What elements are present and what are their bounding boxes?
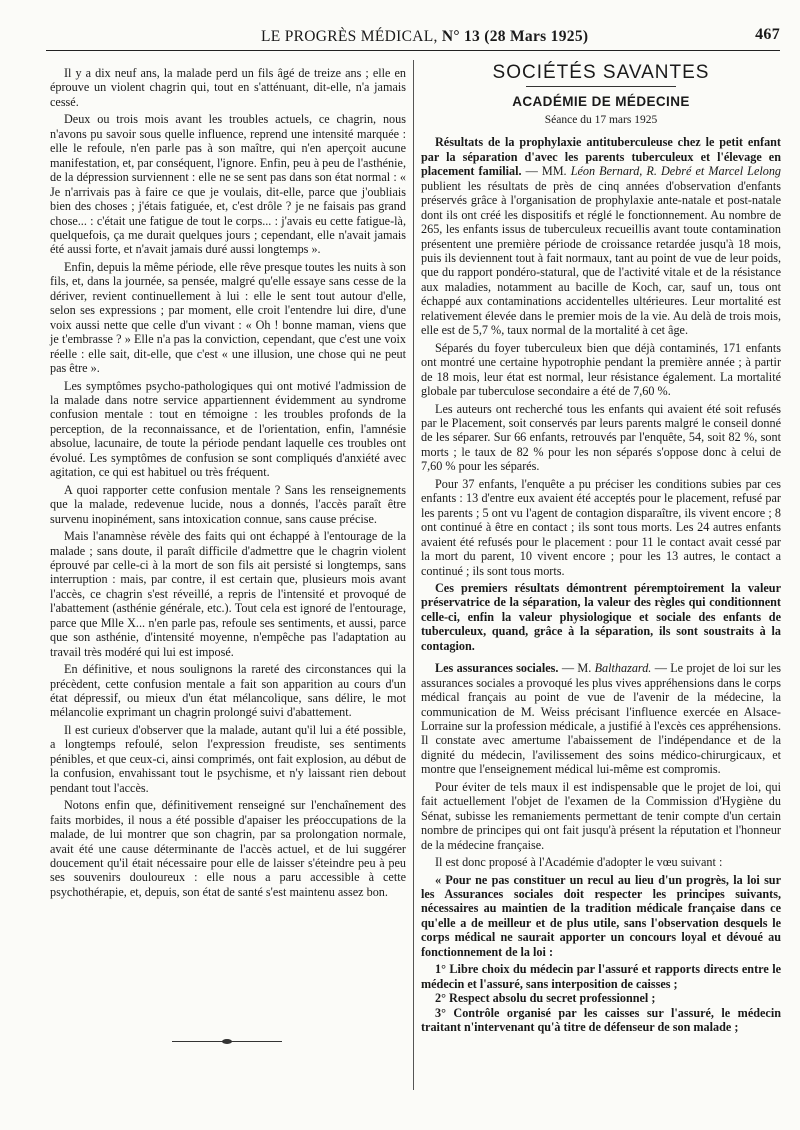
paragraph: Mais l'anamnèse révèle des faits qui ont échappé à l'entourage de la malade ; sans doute, il paraît difficile d'admettre que le chagrin violent éprouvé par celle-ci à la mort de son fils ait persisté si longtemps, sans interruption : mais, par contre, il est certain que, plusieurs mois avant l'accès, ce chagrin s'est réveillé, a repris de l'intensité et provoqué de l'abattement (asthénie générale, etc.). Tout cela est ignoré de l'entourage, parce que Mlle X... n'en parle pas, refoule ses sentiments, et aussi, parce que son asthénie, d'intensité moyenne, n'empêche pas l'adaptation au travail très modéré qui lui est imposé. xyxy=(50,529,406,659)
article-title: Résultats de la prophylaxie antituberculeuse chez le petit enfant par la séparation d'avec les parents tuberculeux et l'élevage en placement familial. xyxy=(421,135,781,179)
article-lead: Résultats de la prophylaxie antituberculeuse chez le petit enfant par la séparation d'avec les parents tuberculeux et l'élevage en placement familial. — MM. Léon Bernard, R. Debré et Marcel Lelong publient les résultats de près de cinq années d'observation d'enfants préservés grâce à l'organisation de prophylaxie ante-natale et post-natale dont ils ont créé les dispositifs et réglé le fonctionnement. Au nombre de 265, les enfants issus de tuberculeux recueillis avant toute contamination présentent une première période de croissance retardée jusqu'à 18 mois, puis ils deviennent tout à fait normaux, tant au point de vue de leur poids, que du rapport pondéro-statural, que de l'activité vitale et de la résistance aux maladies, notamment au bacille de Koch, car, sauf un, tous ont échappé aux contaminations accidentelles ultérieures. Leur mortalité est relativement élevée dans le premier mois de la vie. Au delà de trois mois, elle est de 5,7 %, taux normal de la mortalité à cet âge. xyxy=(421,135,782,338)
list-item: 1° Libre choix du médecin par l'assuré et rapports directs entre le médecin et l'assuré, sans interposition de caisses ; xyxy=(421,962,781,991)
paragraph: Les symptômes psycho-pathologiques qui ont motivé l'admission de la malade dans notre service appartiennent évidemment au syndrome confusion mentale : tout en témoigne : les troubles profonds de la perception, de la reconnaissance, et de l'orientation, enfin, l'amnésie absolue, lacunaire, de toute la période pendant laquelle ces troubles ont évolué. Les symptômes de confusion se sont compliqués d'anxiété avec agitation, ce qui est habituel ou très fréquent. xyxy=(50,378,406,480)
paragraph: Deux ou trois mois avant les troubles actuels, ce chagrin, nous n'avons pu savoir sous quelle influence, reprend une intensité marquée : elle le refoule, n'en parle pas à son maître, qui n'en aperçoit aucune manifestation, et, par conséquent, l'ignore. Enfin, peu à peu de l'asthénie, de la dépression surviennent : elle ne se sent pas dans son état normal : « Je n'arrivais pas à faire ce que je voulais, dit-elle, parce que j'oubliais bien des choses ; j'étais fatiguée, et, c'est drôle ? je ne faisais pas grand chose... : c'était une fatigue de tout le corps... : j'avais eu cette fatigue-là, quelquefois, ça me durait quelques jours ; cependant, elle n'avait jamais été aussi forte, et n'avait jamais duré aussi longtemps ». xyxy=(50,112,406,257)
author: Balthazard. xyxy=(594,661,652,676)
paragraph: En définitive, et nous soulignons la rareté des circonstances qui la précèdent, cette confusion mentale a fait son apparition au cours d'un état dépressif, ou mieux d'un état mélancolique, sans délire, le mot mélancolie exprimant un chagrin prolongé suivi d'abattement. xyxy=(50,662,406,720)
right-column xyxy=(421,62,782,1035)
paragraph: Il est donc proposé à l'Académie d'adopter le vœu suivant : xyxy=(435,855,723,870)
principles-list xyxy=(421,962,781,1034)
article-body: publient les résultats de près de cinq années d'observation d'enfants préservés grâce à l'organisation de prophylaxie ante-natale et post-natale dont ils ont créé les dispositifs et réglé le fonctionnement. Au nombre de 265, les enfants issus de tuberculeux recueillis avant toute contamination présentent une première période de croissance retardée jusqu'à 18 mois, puis ils deviennent tout à fait normaux, tant au point de vue de leur poids, que du rapport pondéro-statural, que de l'activité vitale et de la résistance aux maladies, notamment au bacille de Koch, car, sauf un, tous ont échappé aux contaminations accidentelles ultérieures. Leur mortalité est relativement élevée dans le premier mois de la vie. Au delà de trois mois, elle est de 5,7 %, taux normal de la mortalité à cet âge. xyxy=(421,178,781,338)
paragraph: Séparés du foyer tuberculeux bien que déjà contaminés, 171 enfants ont montré une certaine hypotrophie pendant la première année ; à partir de 18 mois, leur état est normal, leur résistance également. La mortalité globale par tuberculose secondaire a été de 7,60 %. xyxy=(421,340,781,399)
page-header xyxy=(46,22,780,51)
article-lead: Les assurances sociales. — M. Balthazard. — Le projet de loi sur les assurances sociales a provoqué les plus vives appréhensions dans le corps médical français au point de vue de l'avenir de la médecine, la communication de M. Weiss précisant l'influence exercée en Alsace-Lorraine sur la profession médicale, a justifié à l'excès ces appréhensions. Il constate avec amertume l'abaissement de l'indépendance et de la dignité du médecin, l'avilissement des soins médico-chirurgicaux, et montre que l'enseignement médical lui-même est compromis. xyxy=(421,661,782,777)
article-title: Les assurances sociales. xyxy=(435,661,559,676)
vow-text: « Pour ne pas constituer un recul au lieu d'un progrès, la loi sur les Assurances sociales doit respecter les principes suivants, nécessaires au maintien de la tradition médicale française dans ce qu'elle a de meilleur et de plus utile, sans l'observation desquels le corps médical ne saurait apporter un concours loyal et dévoué au fonctionnement de la loi : xyxy=(421,872,781,959)
authors: Léon Bernard, R. Debré et Marcel Lelong xyxy=(570,164,782,179)
paragraph: Il y a dix neuf ans, la malade perd un fils âgé de treize ans ; elle en éprouve un violent chagrin qui, tout en s'atténuant, dit-elle, n'a jamais cessé. xyxy=(50,66,406,109)
paragraph: Enfin, depuis la même période, elle rêve presque toutes les nuits à son fils, et, dans la journée, sa pensée, malgré qu'elle essaye sans cesse de la dériver, revient continuellement à lui : elle le sent tout autour d'elle, selon ses expressions ; par moment, elle croit l'entendre lui dire, d'une voix aussi nette que celle d'un vivant : « Oh ! bonne maman, viens que je t'embrasse ? » Elle n'a pas la conviction, cependant, que c'est une voix réelle : elle sait, dit-elle, que c'est « une illusion, une chose qui ne peut pas être ». xyxy=(50,259,406,376)
paragraph: Il est curieux d'observer que la malade, autant qu'il lui a été possible, a longtemps refoulé, selon l'expression freudiste, ses sentiments pénibles, et que ceux-ci, ainsi comprimés, ont fait explosion, au début de la confusion, envahissant tout le psychisme, et n'y laissant rien debout pendant tout l'accès. xyxy=(50,722,406,795)
left-column xyxy=(50,66,406,902)
running-head xyxy=(261,28,588,46)
session-date: Séance du 17 mars 1925 xyxy=(544,113,658,126)
conclusion: Ces premiers résultats démontrent péremptoirement la valeur préservatrice de la séparation, la valeur des règles qui conditionnent celle-ci, enfin la valeur physiologique et sociale des enfants de tuberculeux, quand, grâce à la séparation, ils sont soustraits à la contagion. xyxy=(421,580,781,653)
section-rule xyxy=(526,86,676,87)
column-divider xyxy=(413,60,414,1090)
paragraph: Notons enfin que, définitivement renseigné sur l'enchaînement des faits morbides, il nous a été possible d'apaiser les préoccupations de la malade, de lui montrer que son chagrin, par sa prolongation normale, avait été une cause déterminante de l'accès actuel, et de lui suggérer doucement qu'il était nécessaire pour elle de laisser s'éteindre peu à peu ses souvenirs douloureux : elle nous a paru accessible à cette psychothérapie, et, depuis, son état de santé s'est maintenu assez bon. xyxy=(50,798,406,899)
list-item: 3° Contrôle organisé par les caisses sur l'assuré, le médecin traitant n'intervenant qu'à titre de défenseur de son malade ; xyxy=(421,1005,781,1035)
issue-number: N° 13 (28 Mars 1925) xyxy=(441,28,589,45)
paragraph: Pour 37 enfants, l'enquête a pu préciser les conditions subies par ces enfants : 13 d'entre eux avaient été acceptés pour le placement, refusé par les parents ; 5 ont vu l'agent de contagion disparaître, ils vivent encore ; 8 ont continué à être en contact ; ils sont tous morts. Les 24 autres enfants avaient été refusés pour le placement : pour 11 le contact avait cessé par la mort du parent, 10 vivent encore ; pour les 13 autres, le contact a continué ; ils sont tous morts. xyxy=(421,476,781,578)
article-body: — Le projet de loi sur les assurances sociales a provoqué les plus vives appréhensions dans le corps médical français au point de vue de l'avenir de la médecine, la communication de M. Weiss précisant l'influence exercée en Alsace-Lorraine sur la profession médicale, a justifié à l'excès ces appréhensions. Il constate avec amertume l'abaissement de l'indépendance et de la dignité du médecin, l'avilissement des soins médico-chirurgicaux, et montre que l'enseignement médical lui-même est compromis. xyxy=(421,661,782,777)
paragraph: Les auteurs ont recherché tous les enfants qui avaient été soit refusés par le Placement, soit conservés par leurs parents malgré le conseil donné de les séparer. Sur 66 enfants, retrouvés par l'enquête, 54, soit 82 %, sont morts ; le taux de 82 % pour les non séparés s'oppose donc à celui de 7,60 % pour les séparés. xyxy=(421,401,781,474)
section-title: SOCIÉTÉS SAVANTES xyxy=(492,62,710,83)
end-ornament xyxy=(172,1038,282,1046)
academy-title: ACADÉMIE DE MÉDECINE xyxy=(512,94,690,110)
paragraph: Pour éviter de tels maux il est indispensable que le projet de loi, qui fait actuellement l'objet de l'examen de la Commission d'Hygiène du Sénat, subisse les remaniements permettant de tenir compte d'un certain nombre de principes qui ont fait jusqu'à présent la réputation et l'honneur de la médecine française. xyxy=(421,779,781,852)
journal-name: LE PROGRÈS MÉDICAL, xyxy=(261,28,438,45)
paragraph: A quoi rapporter cette confusion mentale ? Sans les renseignements que la malade, redevenue lucide, nous a donnés, l'accès paraît être survenu inopinément, sans intoxication connue, sans cause précise. xyxy=(50,482,406,526)
list-item: 2° Respect absolu du secret professionnel ; xyxy=(435,991,656,1006)
page-number: 467 xyxy=(755,26,780,43)
